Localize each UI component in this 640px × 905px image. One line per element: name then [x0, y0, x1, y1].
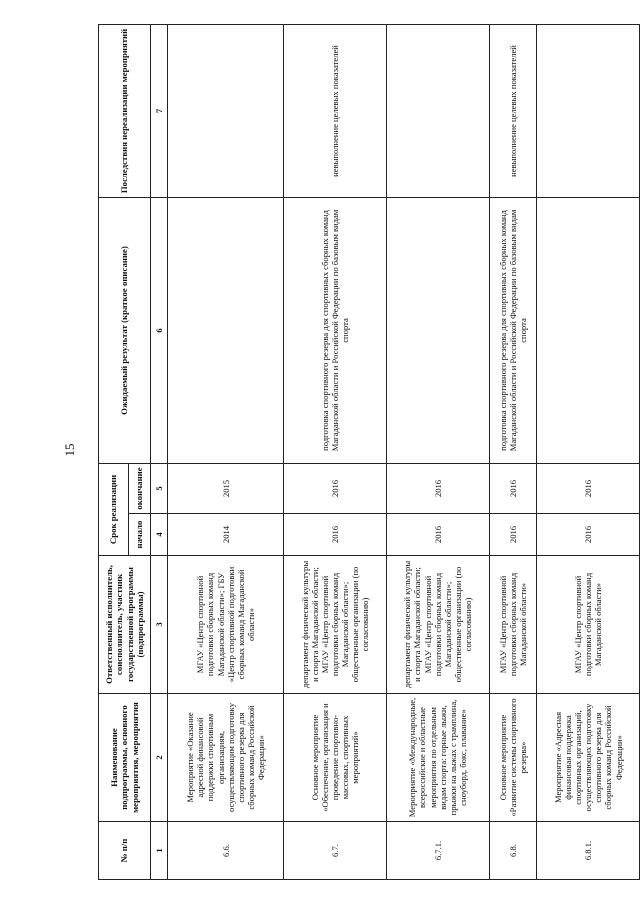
- row-result: [537, 197, 640, 463]
- header-end: окончание: [129, 463, 151, 513]
- row-num: 6.8.1.: [537, 822, 640, 880]
- table-row: [168, 24, 284, 879]
- row-name: Основное мероприятие «Развитие системы спортивного резерва»: [489, 694, 537, 822]
- row-consequence: невыполнение целевых показателей: [489, 24, 537, 197]
- header-executor: Ответственный исполнитель, соисполнитель, участник государственной программы (подпрограммы): [99, 556, 151, 694]
- row-executor: МГАУ «Центр спортивной подготовки сборных команд Магаданской области»: [489, 556, 537, 694]
- header-start: начало: [129, 514, 151, 556]
- col-number: 3: [151, 556, 168, 694]
- table-row: [537, 24, 640, 879]
- col-number: 2: [151, 694, 168, 822]
- row-end: 2015: [168, 463, 284, 513]
- row-end: 2016: [284, 463, 387, 513]
- col-number: 5: [151, 463, 168, 513]
- row-consequence: [386, 24, 489, 197]
- row-result: подготовка спортивного резерва для спортивных сборных команд Магаданской области и Российской Федерации по базовым видам спорта: [284, 197, 387, 463]
- col-number: 4: [151, 514, 168, 556]
- row-start: 2016: [537, 514, 640, 556]
- table-row: [386, 24, 489, 879]
- header-name: Наименование подпрограммы, основного мероприятия, мероприятия: [99, 694, 151, 822]
- row-executor: департамент физической культуры и спорта Магаданской области; МГАУ «Центр спортивной подготовки сборных команд Магаданской области»; общественные организации (по согласованию): [284, 556, 387, 694]
- row-executor: департамент физической культуры и спорта Магаданской области; МГАУ «Центр спортивной подготовки сборных команд Магаданской области»; общественные организации (по согласованию): [386, 556, 489, 694]
- row-result: подготовка спортивного резерва для спортивных сборных команд Магаданской области и Российской Федерации по базовым видам спорта: [489, 197, 537, 463]
- row-num: 6.7.: [284, 822, 387, 880]
- row-executor: МГАУ «Центр спортивной подготовки сборных команд Магаданской области»; ГБУ «Центр спортивной подготовки сборных команд Магаданской области»: [168, 556, 284, 694]
- row-end: 2016: [386, 463, 489, 513]
- row-start: 2016: [489, 514, 537, 556]
- program-measures-table: [98, 24, 640, 880]
- col-number: 1: [151, 822, 168, 880]
- row-executor: МГАУ «Центр спортивной подготовки сборных команд Магаданской области»: [537, 556, 640, 694]
- table-row: [284, 24, 387, 879]
- header-consequence: Последствия нереализации мероприятий: [99, 24, 151, 197]
- row-num: 6.7.1.: [386, 822, 489, 880]
- row-consequence: [537, 24, 640, 197]
- row-start: 2016: [386, 514, 489, 556]
- row-consequence: невыполнение целевых показателей: [284, 24, 387, 197]
- row-start: 2016: [284, 514, 387, 556]
- row-start: 2014: [168, 514, 284, 556]
- row-consequence: [168, 24, 284, 197]
- row-result: [168, 197, 284, 463]
- rotated-table-container: [98, 25, 640, 880]
- header-row: [99, 24, 129, 879]
- table-row: [489, 24, 537, 879]
- header-period: Срок реализации: [99, 463, 129, 555]
- row-name: Мероприятие «Международные, всероссийские и областные мероприятия по отдельным видам спорта: горные лыжи, прыжки на лыжах с трамплина, сноуборд, бокс, плавание»: [386, 694, 489, 822]
- row-name: Основное мероприятие «Обеспечение, организация и проведение спортивно-массовых, спортивных мероприятий»: [284, 694, 387, 822]
- row-result: [386, 197, 489, 463]
- header-result: Ожидаемый результат (краткое описание): [99, 197, 151, 463]
- row-num: 6.6.: [168, 822, 284, 880]
- row-end: 2016: [537, 463, 640, 513]
- row-name: Мероприятие «Адресная финансовая поддержка спортивных организаций, осуществляющих подготовку спортивного резерва для сборных команд Российской Федерации»: [537, 694, 640, 822]
- row-name: Мероприятие «Оказание адресной финансовой поддержки спортивным организациям, осуществляющим подготовку спортивного резерва для сборных команд Российской Федерации»: [168, 694, 284, 822]
- col-number: 6: [151, 197, 168, 463]
- col-number: 7: [151, 24, 168, 197]
- column-number-row: [151, 24, 168, 879]
- page-number: 15: [62, 443, 77, 457]
- row-num: 6.8.: [489, 822, 537, 880]
- row-end: 2016: [489, 463, 537, 513]
- header-num: № п/п: [99, 822, 151, 880]
